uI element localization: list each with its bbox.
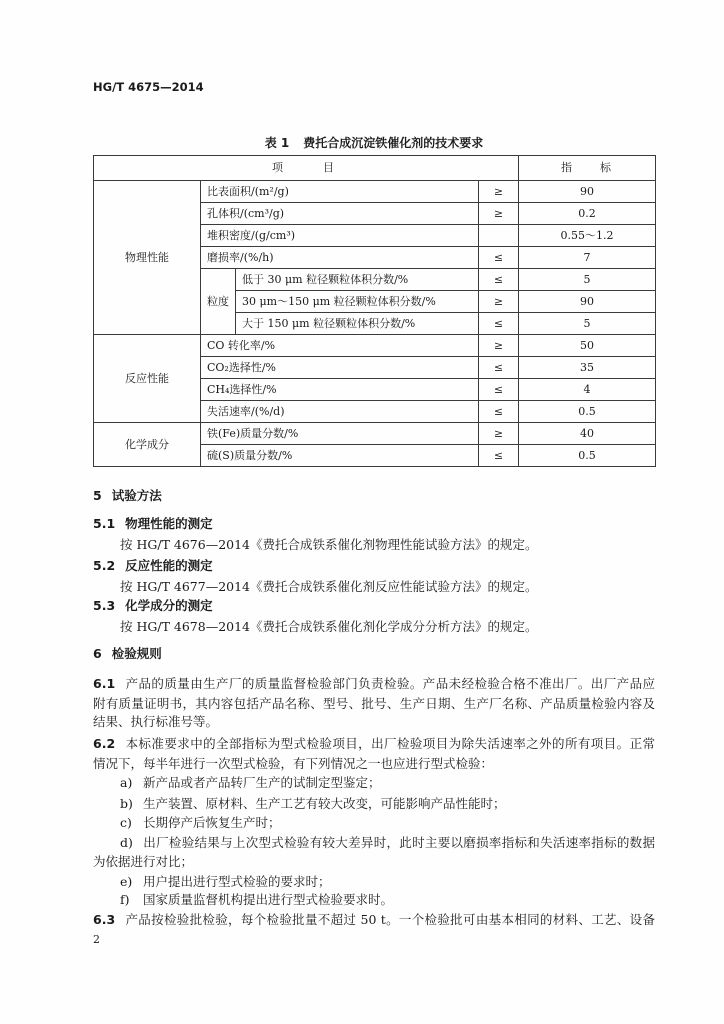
particle-size-label-cell: 粒度 [201, 269, 236, 335]
subsection-number: 5.2 [93, 558, 116, 573]
table-row [94, 181, 656, 203]
item-cell: CO 转化率/% [201, 335, 479, 357]
operator-cell: ≥ [479, 291, 519, 313]
operator-cell: ≤ [479, 445, 519, 467]
category-cell-chemical: 化学成分 [94, 423, 201, 467]
list-label: e) [120, 874, 133, 889]
list-text: 国家质量监督机构提出进行型式检验要求时。 [143, 892, 394, 907]
list-text: 出厂检验结果与上次型式检验有较大差异时，此时主要以磨损率指标和失活速率指标的数据 [143, 835, 655, 850]
list-item [120, 774, 655, 792]
operator-cell: ≥ [479, 181, 519, 203]
value-cell: 35 [519, 357, 656, 379]
subsection-5-2-heading [93, 557, 655, 575]
item-cell: 磨损率/(%/h) [201, 247, 479, 269]
list-text: 新产品或者产品转厂生产的试制定型鉴定； [143, 775, 381, 790]
list-text: 长期停产后恢复生产时； [143, 815, 281, 830]
list-label: c) [120, 815, 132, 830]
item-cell: 大于 150 μm 粒径颗粒体积分数/% [236, 313, 479, 335]
operator-cell: ≥ [479, 335, 519, 357]
list-label: b) [120, 796, 133, 811]
operator-cell: ≤ [479, 269, 519, 291]
value-cell: 90 [519, 291, 656, 313]
document-code: HG/T 4675—2014 [93, 80, 204, 94]
subsection-5-1-text: 按 HG/T 4676—2014《费托合成铁系催化剂物理性能试验方法》的规定。 [120, 537, 538, 552]
clause-number: 6.2 [93, 736, 116, 751]
item-cell: 堆积密度/(g/cm³) [201, 225, 479, 247]
section-title: 试验方法 [111, 488, 162, 503]
subsection-title: 化学成分的测定 [125, 598, 213, 613]
section-5-heading [93, 487, 655, 505]
value-cell: 90 [519, 181, 656, 203]
subsection-5-2-text: 按 HG/T 4677—2014《费托合成铁系催化剂反应性能试验方法》的规定。 [120, 579, 538, 594]
value-cell: 0.55～1.2 [519, 225, 656, 247]
value-cell: 50 [519, 335, 656, 357]
item-cell: CH₄选择性/% [201, 379, 479, 401]
item-cell: 硫(S)质量分数/% [201, 445, 479, 467]
para-6-1-line: 结果、执行标准号等。 [93, 714, 219, 729]
para-text: 本标准要求中的全部指标为型式检验项目，出厂检验项目为除失活速率之外的所有项目。正常 [125, 736, 655, 751]
subsection-5-1-heading [93, 515, 655, 533]
operator-cell: ≤ [479, 401, 519, 423]
item-cell: 低于 30 μm 粒径颗粒体积分数/% [236, 269, 479, 291]
para-text: 产品的质量由生产厂的质量监督检验部门负责检验。产品未经检验合格不准出厂。出厂产品应 [125, 676, 655, 691]
section-6-heading [93, 645, 655, 663]
clause-number: 6.3 [93, 912, 116, 927]
para-6-2-line [93, 735, 655, 753]
subsection-5-3-heading [93, 597, 655, 615]
operator-cell: ≤ [479, 247, 519, 269]
page-number: 2 [93, 933, 100, 946]
item-cell: 铁(Fe)质量分数/% [201, 423, 479, 445]
subsection-5-3-text: 按 HG/T 4678—2014《费托合成铁系催化剂化学成分分析方法》的规定。 [120, 619, 538, 634]
table-caption [93, 135, 655, 151]
list-item [120, 873, 655, 891]
list-item [120, 834, 655, 852]
operator-cell [479, 225, 519, 247]
section-number: 5 [93, 488, 102, 503]
table-row [94, 335, 656, 357]
header-item-cell: 项 目 [94, 156, 519, 181]
subsection-number: 5.3 [93, 598, 116, 613]
operator-cell: ≤ [479, 357, 519, 379]
para-6-1-line: 附有质量证明书，其内容包括产品名称、型号、批号、生产日期、生产厂名称、产品质量检验内容及 [93, 696, 655, 711]
list-label: d) [120, 835, 133, 850]
operator-cell: ≤ [479, 313, 519, 335]
para-6-3-line [93, 911, 655, 929]
category-cell-reaction: 反应性能 [94, 335, 201, 423]
subsection-number: 5.1 [93, 516, 116, 531]
para-6-2-line: 情况下，每半年进行一次型式检验，有下列情况之一也应进行型式检验： [93, 756, 494, 771]
value-cell: 7 [519, 247, 656, 269]
table-title: 费托合成沉淀铁催化剂的技术要求 [303, 136, 484, 150]
subsection-title: 反应性能的测定 [125, 558, 213, 573]
value-cell: 0.5 [519, 401, 656, 423]
item-cell: 孔体积/(cm³/g) [201, 203, 479, 225]
value-cell: 40 [519, 423, 656, 445]
list-item [120, 795, 655, 813]
header-value-cell: 指 标 [519, 156, 656, 181]
para-6-1-line [93, 675, 655, 693]
clause-number: 6.1 [93, 676, 116, 691]
list-item-continuation: 为依据进行对比； [93, 854, 194, 869]
value-cell: 0.2 [519, 203, 656, 225]
item-cell: 失活速率/(%/d) [201, 401, 479, 423]
item-cell: CO₂选择性/% [201, 357, 479, 379]
operator-cell: ≤ [479, 379, 519, 401]
section-number: 6 [93, 646, 102, 661]
list-label: f) [120, 892, 130, 907]
subsection-title: 物理性能的测定 [125, 516, 213, 531]
list-item [120, 814, 655, 832]
table-header-row [94, 156, 656, 181]
value-cell: 5 [519, 313, 656, 335]
table-number: 表 1 [264, 136, 290, 150]
item-cell: 比表面积/(m²/g) [201, 181, 479, 203]
item-cell: 30 μm～150 μm 粒径颗粒体积分数/% [236, 291, 479, 313]
technical-requirements-table [93, 155, 656, 467]
operator-cell: ≥ [479, 203, 519, 225]
para-text: 产品按检验批检验，每个检验批量不超过 50 t。一个检验批可由基本相同的材料、工艺、设备 [125, 912, 655, 927]
value-cell: 5 [519, 269, 656, 291]
operator-cell: ≥ [479, 423, 519, 445]
value-cell: 0.5 [519, 445, 656, 467]
section-title: 检验规则 [111, 646, 162, 661]
list-text: 生产装置、原材料、生产工艺有较大改变，可能影响产品性能时； [143, 796, 506, 811]
table-row [94, 423, 656, 445]
list-item [120, 891, 655, 909]
category-cell-physical: 物理性能 [94, 181, 201, 335]
value-cell: 4 [519, 379, 656, 401]
list-label: a) [120, 775, 133, 790]
list-text: 用户提出进行型式检验的要求时； [143, 874, 331, 889]
